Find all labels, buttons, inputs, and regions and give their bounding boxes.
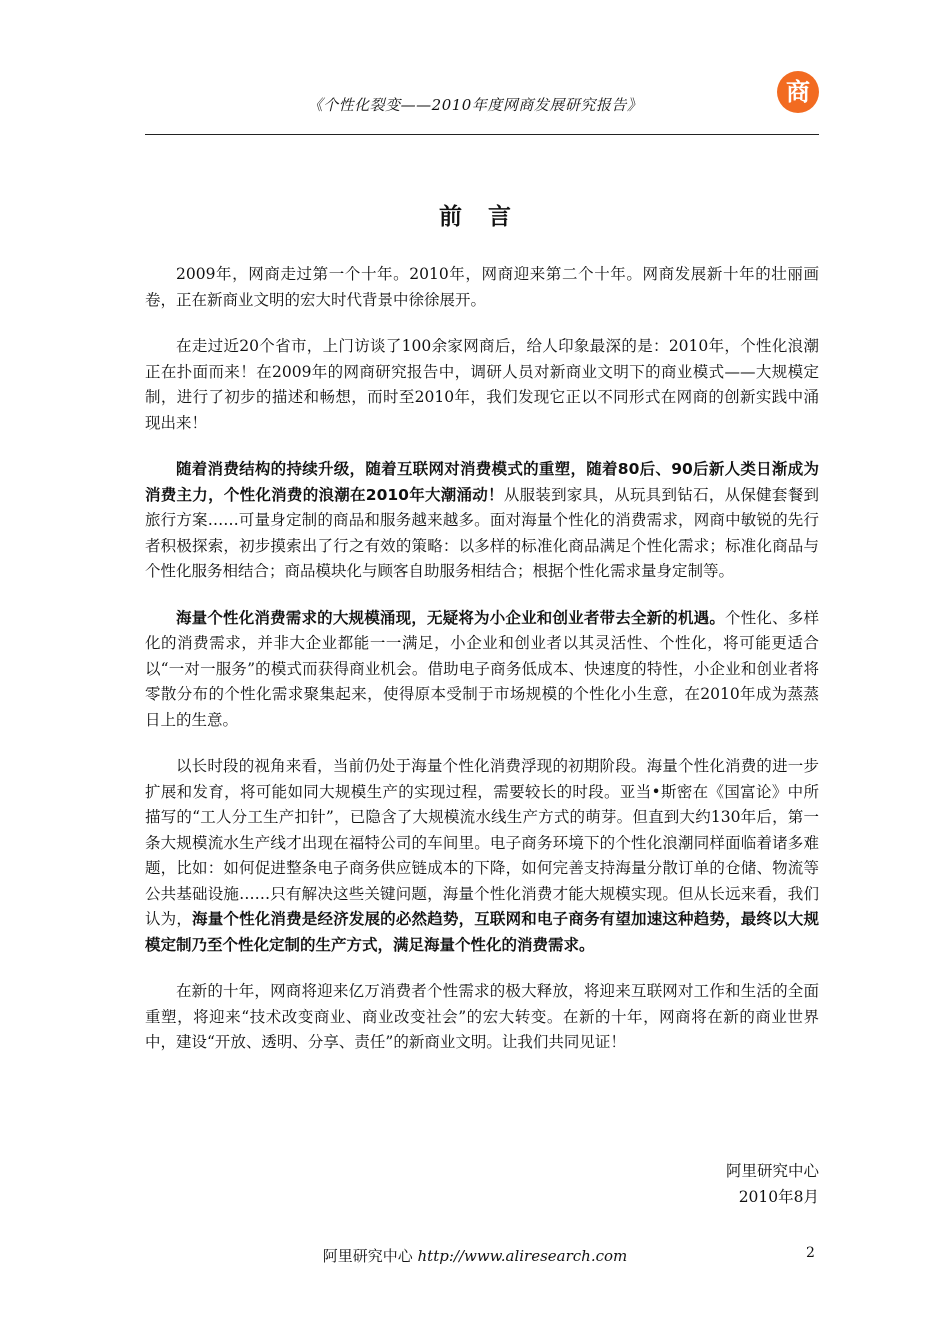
paragraph-text: 在走过近20个省市，上门访谈了100余家网商后，给人印象最深的是：2010年，个性化浪潮正在扑面而来！在2009年的网商研究报告中，调研人员对新商业文明下的商业模式——大规模定制，进行了初步的描述和畅想，而时至2010年，我们发现它正以不同形式在网商的创新实践中涌现出来！ (145, 337, 819, 432)
paragraph (145, 754, 819, 958)
paragraph-text: 个性化、多样化的消费需求，并非大企业都能一一满足，小企业和创业者以其灵活性、个性化，将可能更适合以“一对一服务”的模式而获得商业机会。借助电子商务低成本、快速度的特性，小企业和创业者将零散分布的个性化需求聚集起来，使得原本受制于市场规模的个性化小生意，在2010年成为蒸蒸日上的生意。 (145, 608, 819, 729)
paragraph (145, 606, 819, 734)
bold-text: 随着消费结构的持续升级，随着互联网对消费模式的重塑，随着80后、90后新人类日渐成为消费主力，个性化消费的浪潮在2010年大潮涌动！ (145, 460, 819, 504)
header-divider (145, 134, 819, 135)
paragraph (145, 979, 819, 1056)
paragraph (145, 457, 819, 585)
bold-text: 海量个性化消费需求的大规模涌现，无疑将为小企业和创业者带去全新的机遇。 (176, 608, 726, 627)
paragraph-text: 从服装到家具，从玩具到钻石，从保健套餐到旅行方案……可量身定制的商品和服务越来越多。面对海量个性化的消费需求，网商中敏锐的先行者积极探索，初步摸索出了行之有效的策略：以多样的标准化商品满足个性化需求；标准化商品与个性化服务相结合；商品模块化与顾客自助服务相结合；根据个性化需求量身定制等。 (145, 485, 819, 580)
paragraph-text: 在新的十年，网商将迎来亿万消费者个性需求的极大释放，将迎来互联网对工作和生活的全面重塑，将迎来“技术改变商业、商业改变社会”的宏大转变。在新的十年，网商将在新的商业世界中，建设“开放、透明、分享、责任”的新商业文明。让我们共同见证！ (145, 982, 819, 1051)
paragraph (145, 334, 819, 436)
paragraph (145, 262, 819, 313)
signature-date: 2010年8月 (738, 1188, 819, 1206)
page-number: 2 (806, 1245, 815, 1261)
header-title: 《个性化裂变——2010年度网商发展研究报告》 (307, 96, 643, 114)
signature-organization: 阿里研究中心 (725, 1162, 819, 1180)
alibaba-logo-icon (776, 70, 820, 114)
paragraph-text: 以长时段的视角来看，当前仍处于海量个性化消费浮现的初期阶段。海量个性化消费的进一步扩展和发育，将可能如同大规模生产的实现过程，需要较长的时段。亚当•斯密在《国富论》中所描写的“工人分工生产扣针”，已隐含了大规模流水线生产方式的萌芽。但直到大约130年后，第一条大规模流水生产线才出现在福特公司的车间里。电子商务环境下的个性化浪潮同样面临着诸多难题，比如：如何促进整条电子商务供应链成本的下降，如何完善支持海量分散订单的仓储、物流等公共基础设施……只有解决这些关键问题，海量个性化消费才能大规模实现。但从长远来看，我们认为， (145, 757, 819, 928)
footer-url[interactable]: http://www.aliresearch.com (417, 1247, 628, 1265)
paragraph-text: 2009年，网商走过第一个十年。2010年，网商迎来第二个十年。网商发展新十年的壮丽画卷，正在新商业文明的宏大时代背景中徐徐展开。 (145, 265, 819, 309)
body-text (145, 262, 819, 1077)
bold-text: 海量个性化消费是经济发展的必然趋势，互联网和电子商务有望加速这种趋势，最终以大规模定制乃至个性化定制的生产方式，满足海量个性化的消费需求。 (145, 910, 819, 954)
logo-glyph: 商 (786, 78, 810, 106)
page-title: 前言 (439, 203, 537, 230)
footer-org: 阿里研究中心 (322, 1247, 413, 1265)
